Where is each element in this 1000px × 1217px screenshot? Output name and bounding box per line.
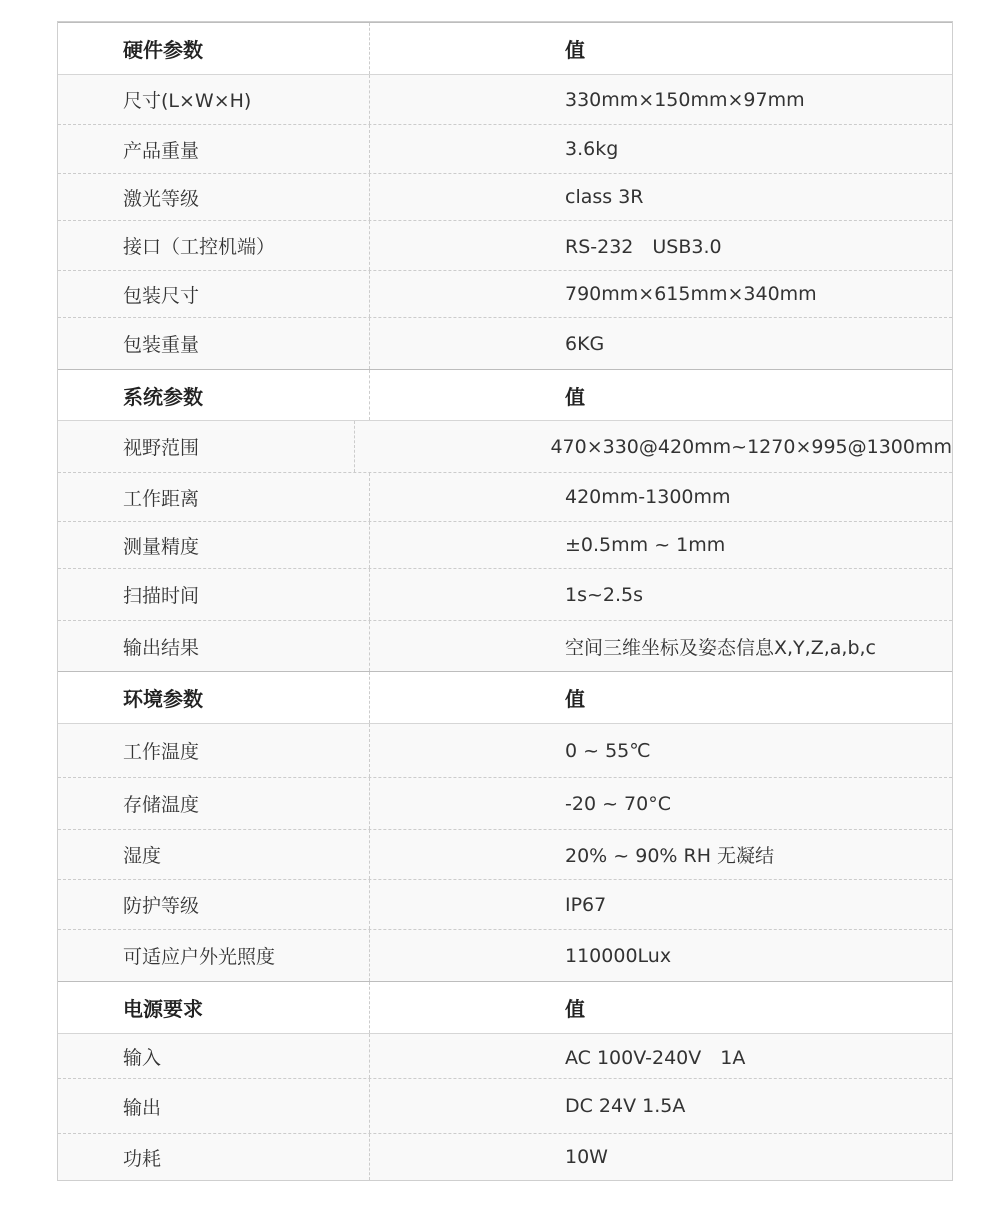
param-name: 工作距离 <box>58 473 370 521</box>
table-row <box>58 317 952 369</box>
param-name: 功耗 <box>58 1134 370 1180</box>
table-row <box>58 829 952 879</box>
param-value: 1s~2.5s <box>565 583 644 606</box>
table-row <box>58 521 952 568</box>
section-title: 电源要求 <box>58 982 370 1033</box>
param-value: 790mm×615mm×340mm <box>565 283 817 305</box>
section-header-power <box>58 981 952 1033</box>
value-column-header: 值 <box>565 38 585 62</box>
param-value: 空间三维坐标及姿态信息X,Y,Z,a,b,c <box>565 636 876 659</box>
param-name: 接口（工控机端） <box>58 221 370 270</box>
table-row <box>58 124 952 173</box>
table-row <box>58 472 952 521</box>
value-column-header: 值 <box>565 384 585 409</box>
param-value: class 3R <box>565 186 644 208</box>
param-value: 6KG <box>565 332 605 355</box>
spec-table <box>57 21 953 1181</box>
table-row <box>58 777 952 829</box>
param-name: 产品重量 <box>58 125 370 173</box>
param-value: 10W <box>565 1146 608 1168</box>
param-name: 防护等级 <box>58 880 370 929</box>
section-header-environment <box>58 671 952 723</box>
table-row <box>58 879 952 929</box>
table-row <box>58 620 952 671</box>
param-name: 尺寸(L×W×H) <box>58 75 370 124</box>
table-row <box>58 270 952 317</box>
section-header-system <box>58 369 952 420</box>
param-name: 输入 <box>58 1034 370 1078</box>
section-title: 环境参数 <box>58 672 370 723</box>
param-name: 视野范围 <box>58 421 355 472</box>
param-value: AC 100V-240V 1A <box>565 1046 746 1069</box>
section-title: 硬件参数 <box>58 23 370 74</box>
table-row <box>58 74 952 124</box>
param-name: 包装尺寸 <box>58 271 370 317</box>
table-row <box>58 723 952 777</box>
param-name: 扫描时间 <box>58 569 370 620</box>
table-row <box>58 1033 952 1078</box>
table-row <box>58 420 952 472</box>
param-value: 20% ~ 90% RH 无凝结 <box>565 845 775 867</box>
section-header-hardware <box>58 22 952 74</box>
param-name: 可适应户外光照度 <box>58 930 370 981</box>
param-value: 420mm-1300mm <box>565 486 731 508</box>
param-name: 存储温度 <box>58 778 370 829</box>
param-value: IP67 <box>565 893 607 916</box>
table-row <box>58 1078 952 1133</box>
param-value: 330mm×150mm×97mm <box>565 88 805 111</box>
param-value: ±0.5mm ~ 1mm <box>565 534 726 556</box>
param-name: 包装重量 <box>58 318 370 369</box>
param-name: 湿度 <box>58 830 370 879</box>
param-value: DC 24V 1.5A <box>565 1095 686 1117</box>
param-name: 测量精度 <box>58 522 370 568</box>
section-title: 系统参数 <box>58 370 370 420</box>
value-column-header: 值 <box>565 997 585 1021</box>
table-row <box>58 929 952 981</box>
param-name: 输出结果 <box>58 621 370 671</box>
table-row <box>58 568 952 620</box>
table-row <box>58 1133 952 1180</box>
param-value: -20 ~ 70°C <box>565 792 671 815</box>
param-value: 110000Lux <box>565 944 672 967</box>
param-value: 470×330@420mm~1270×995@1300mm <box>550 435 952 458</box>
param-value: 0 ~ 55℃ <box>565 739 651 762</box>
param-value: RS-232 USB3.0 <box>565 236 722 258</box>
param-name: 工作温度 <box>58 724 370 777</box>
value-column-header: 值 <box>565 687 585 711</box>
table-row <box>58 173 952 220</box>
param-value: 3.6kg <box>565 138 619 160</box>
param-name: 激光等级 <box>58 174 370 220</box>
table-row <box>58 220 952 270</box>
param-name: 输出 <box>58 1079 370 1133</box>
